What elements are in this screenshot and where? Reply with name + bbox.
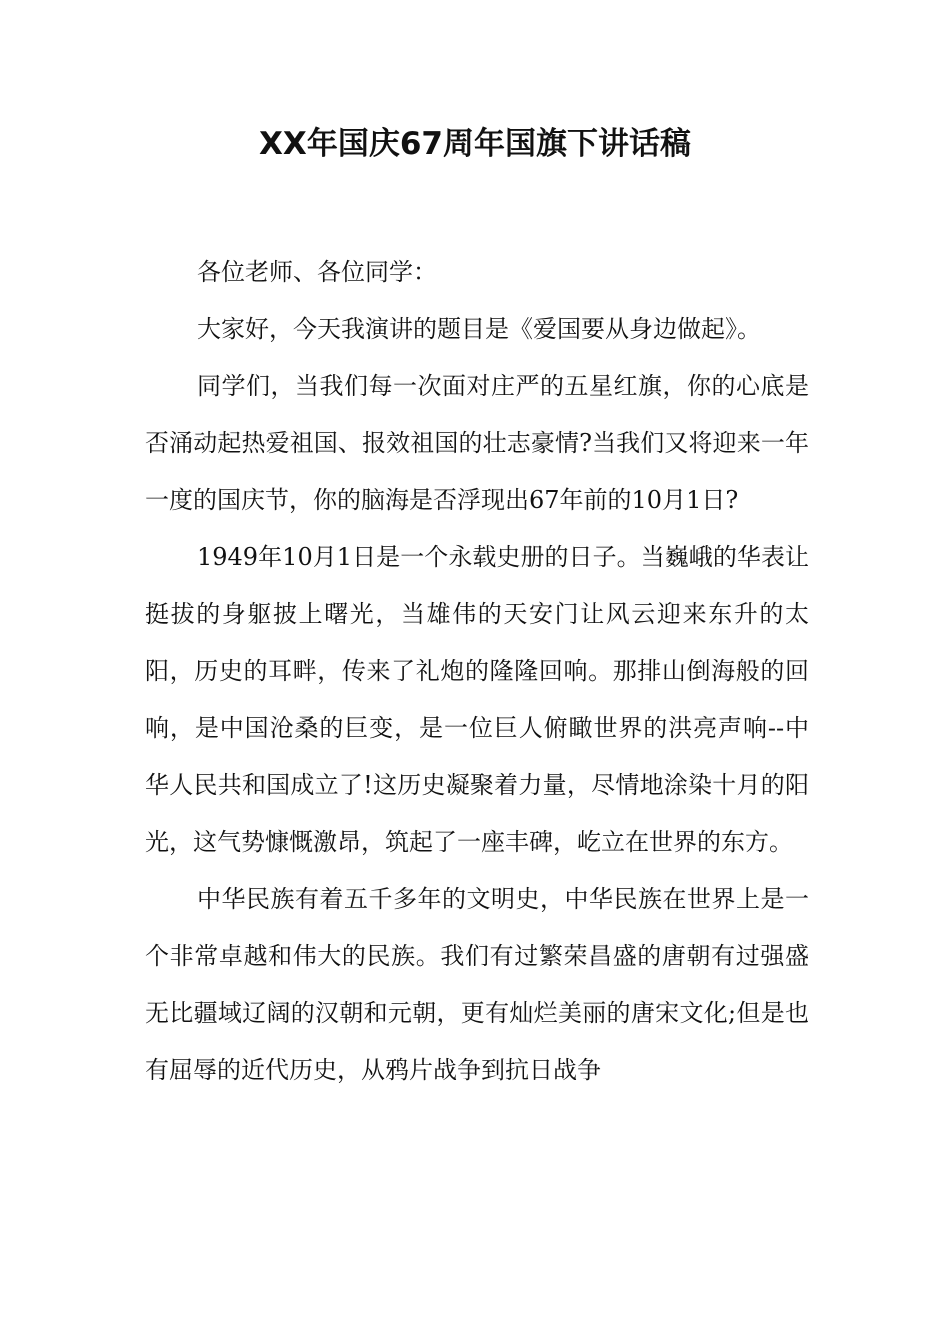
greeting-paragraph: 各位老师、各位同学： [197,258,437,286]
document-body [145,244,809,1099]
page-title: XX年国庆67周年国旗下讲话稿 [259,126,691,162]
body-paragraph: 1949年10月1日是一个永载史册的日子。当巍峨的华表让挺拔的身躯披上曙光，当雄伟的天安门让风云迎来东升的太阳，历史的耳畔，传来了礼炮的隆隆回响。那排山倒海般的回响，是中国沧桑的巨变，是一位巨人俯瞰世界的洪亮声响--中华人民共和国成立了!这历史凝聚着力量，尽情地涂染十月的阳光，这气势慷慨激昂，筑起了一座丰碑，屹立在世界的东方。 [145,543,809,856]
body-paragraph: 同学们，当我们每一次面对庄严的五星红旗，你的心底是否涌动起热爱祖国、报效祖国的壮志豪情?当我们又将迎来一年一度的国庆节，你的脑海是否浮现出67年前的10月1日? [145,372,809,514]
body-paragraph: 中华民族有着五千多年的文明史，中华民族在世界上是一个非常卓越和伟大的民族。我们有过繁荣昌盛的唐朝有过强盛无比疆域辽阔的汉朝和元朝，更有灿烂美丽的唐宋文化;但是也有屈辱的近代历史，从鸦片战争到抗日战争 [145,885,809,1084]
intro-paragraph: 大家好，今天我演讲的题目是《爱国要从身边做起》。 [197,315,761,343]
